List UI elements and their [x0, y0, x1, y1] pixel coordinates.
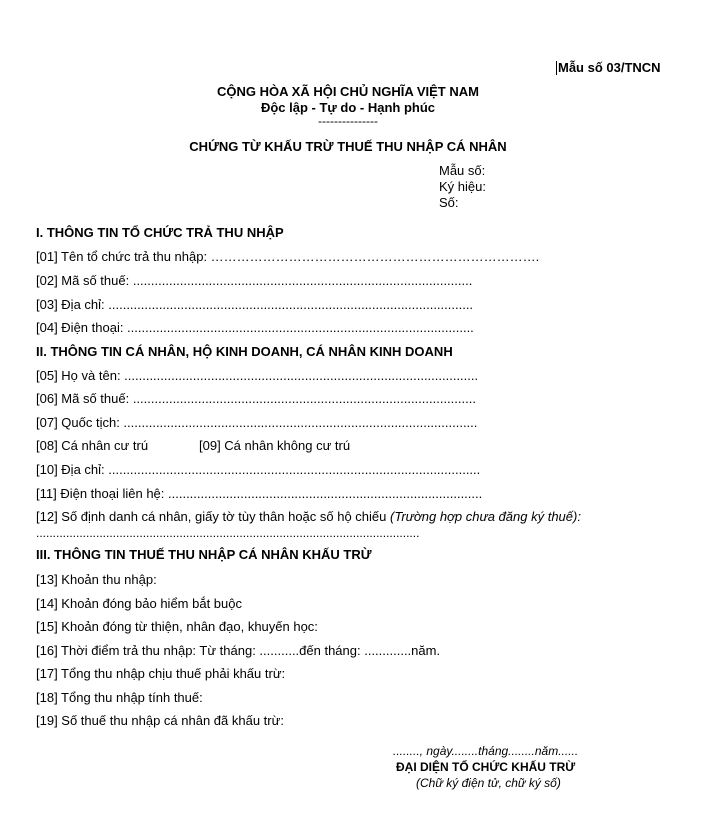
signature-note: (Chữ ký điện tử, chữ ký số) [416, 776, 561, 790]
field-12-dotted-line: ................................................................................................................... [36, 526, 420, 540]
field-04-payer-phone: [04] Điện thoại: ................................................................................................ [36, 320, 474, 335]
section-2-heading: II. THÔNG TIN CÁ NHÂN, HỘ KINH DOANH, CÁ NHÂN KINH DOANH [36, 344, 453, 359]
field-11-phone: [11] Điện thoại liên hệ: ....................................................................................... [36, 486, 483, 501]
field-17-taxable-income: [17] Tổng thu nhập chịu thuế phải khấu trừ: [36, 666, 286, 681]
field-15-charity: [15] Khoản đóng từ thiện, nhân đạo, khuyến học: [36, 619, 318, 634]
field-02-payer-tax-code: [02] Mã số thuế: .............................................................................................. [36, 273, 473, 288]
field-03-payer-address: [03] Địa chỉ: ..................................................................................................... [36, 297, 474, 312]
field-16-payment-period: [16] Thời điểm trả thu nhập: Từ tháng: ...........đến tháng: .............năm. [36, 643, 441, 658]
field-10-address: [10] Địa chỉ: ....................................................................................................... [36, 462, 481, 477]
field-07-nationality: [07] Quốc tịch: .................................................................................................. [36, 415, 478, 430]
national-heading: CỘNG HÒA XÃ HỘI CHỦ NGHĨA VIỆT NAM [217, 84, 479, 99]
meta-number: Số: [439, 195, 459, 210]
signature-title: ĐẠI DIỆN TỔ CHỨC KHẤU TRỪ [396, 760, 576, 774]
national-motto: Độc lập - Tự do - Hạnh phúc [260, 100, 436, 115]
field-14-insurance: [14] Khoản đóng bảo hiểm bắt buộc [36, 596, 242, 611]
header-separator: --------------- [318, 114, 378, 128]
field-12-note: (Trường hợp chưa đăng ký thuế): [390, 509, 581, 524]
field-13-income: [13] Khoản thu nhập: [36, 572, 157, 587]
section-3-heading: III. THÔNG TIN THUẾ THU NHẬP CÁ NHÂN KHẤU TRỪ [36, 547, 372, 562]
meta-form-no: Mẫu số: [439, 163, 486, 178]
section-1-heading: I. THÔNG TIN TỔ CHỨC TRẢ THU NHẬP [36, 225, 284, 240]
document-title: CHỨNG TỪ KHẤU TRỪ THUẾ THU NHẬP CÁ NHÂN [189, 139, 507, 154]
field-12-label: [12] Số định danh cá nhân, giấy tờ tùy thân hoặc số hộ chiếu [36, 509, 387, 524]
form-code: Mẫu số 03/TNCN [558, 60, 661, 75]
field-06-tax-code: [06] Mã số thuế: ............................................................................................... [36, 391, 476, 406]
field-05-full-name: [05] Họ và tên: .................................................................................................. [36, 368, 479, 383]
signature-date: ........, ngày........tháng........năm...... [393, 744, 579, 758]
field-18-assessable-income: [18] Tổng thu nhập tính thuế: [36, 690, 203, 705]
field-19-tax-withheld: [19] Số thuế thu nhập cá nhân đã khấu trừ: [36, 713, 284, 728]
field-08-resident: [08] Cá nhân cư trú [36, 438, 149, 453]
meta-symbol: Ký hiệu: [439, 179, 486, 194]
field-09-non-resident: [09] Cá nhân không cư trú [199, 438, 351, 453]
field-12-id-number [36, 509, 581, 524]
field-01-payer-name: [01] Tên tổ chức trả thu nhập: …………………………………………………………………. [36, 249, 540, 264]
